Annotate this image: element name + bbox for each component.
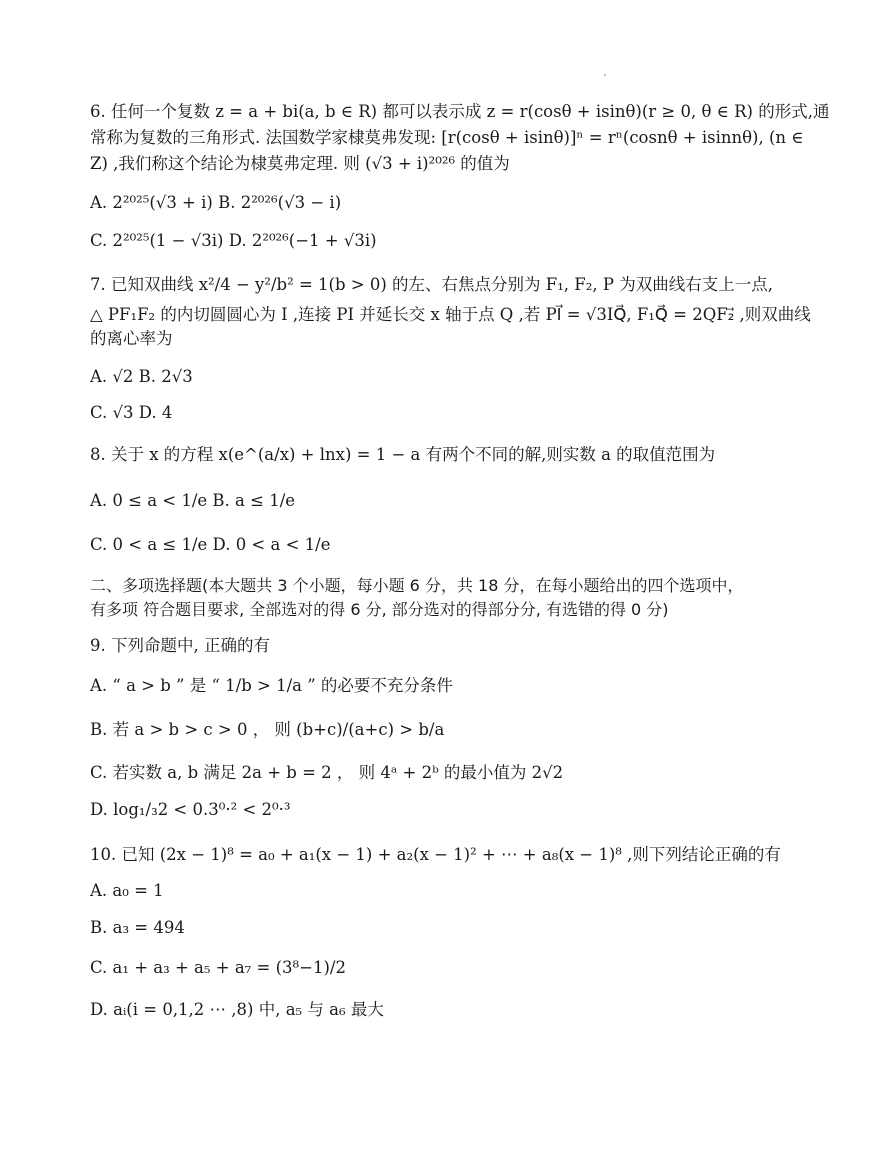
- section-2-header-line-2: 有多项 符合题目要求, 全部选对的得 6 分, 部分选对的得部分分, 有选错的得 0 分): [90, 600, 669, 619]
- q9-option-c: C. 若实数 a, b 满足 2a + b = 2 ， 则 4ᵃ + 2ᵇ 的最小值为 2√2: [90, 763, 564, 782]
- q7-line-2: △ PF₁F₂ 的内切圆圆心为 I ,连接 PI 并延长交 x 轴于点 Q ,若 PI⃗ = √3IQ⃗, F₁Q⃗ = 2QF₂⃗ ,则双曲线: [90, 305, 811, 324]
- scan-speck: [604, 74, 606, 76]
- q6-line-3: Z) ,我们称这个结论为棣莫弗定理. 则 (√3 + i)²⁰²⁶ 的值为: [90, 154, 510, 173]
- q6-line-1: 6. 任何一个复数 z = a + bi(a, b ∈ R) 都可以表示成 z = r(cosθ + isinθ)(r ≥ 0, θ ∈ R) 的形式,通: [90, 102, 830, 121]
- q10-option-c: C. a₁ + a₃ + a₅ + a₇ = (3⁸−1)/2: [90, 958, 346, 977]
- q10-option-a: A. a₀ = 1: [90, 881, 164, 900]
- q9-option-b: B. 若 a > b > c > 0 ， 则 (b+c)/(a+c) > b/a: [90, 720, 445, 739]
- q7-line-1: 7. 已知双曲线 x²/4 − y²/b² = 1(b > 0) 的左、右焦点分别为 F₁, F₂, P 为双曲线右支上一点,: [90, 275, 773, 294]
- q10-line-1: 10. 已知 (2x − 1)⁸ = a₀ + a₁(x − 1) + a₂(x − 1)² + ⋯ + a₈(x − 1)⁸ ,则下列结论正确的有: [90, 845, 781, 864]
- section-2-header-line-1: 二、多项选择题(本大题共 3 个小题，每小题 6 分，共 18 分，在每小题给出的四个选项中，: [90, 576, 744, 595]
- q7-options-cd: C. √3 D. 4: [90, 403, 173, 422]
- q8-options-ab: A. 0 ≤ a < 1/e B. a ≤ 1/e: [90, 491, 296, 510]
- q8-line-1: 8. 关于 x 的方程 x(e^(a/x) + lnx) = 1 − a 有两个不同的解,则实数 a 的取值范围为: [90, 445, 716, 464]
- q9-option-d: D. log₁/₃2 < 0.3⁰·² < 2⁰·³: [90, 800, 291, 819]
- q9-line-1: 9. 下列命题中, 正确的有: [90, 636, 270, 655]
- q10-option-b: B. a₃ = 494: [90, 918, 185, 937]
- q6-options-ab: A. 2²⁰²⁵(√3 + i) B. 2²⁰²⁶(√3 − i): [90, 193, 342, 212]
- q10-option-d: D. aᵢ(i = 0,1,2 ⋯ ,8) 中, a₅ 与 a₆ 最大: [90, 1000, 384, 1019]
- q7-line-3: 的离心率为: [90, 329, 173, 348]
- q8-options-cd: C. 0 < a ≤ 1/e D. 0 < a < 1/e: [90, 535, 331, 554]
- q9-option-a: A. “ a > b ” 是 “ 1/b > 1/a ” 的必要不充分条件: [90, 676, 453, 695]
- q7-options-ab: A. √2 B. 2√3: [90, 367, 193, 386]
- q6-line-2: 常称为复数的三角形式. 法国数学家棣莫弗发现: [r(cosθ + isinθ)]ⁿ = rⁿ(cosnθ + isinnθ), (n ∈: [90, 128, 804, 147]
- q6-options-cd: C. 2²⁰²⁵(1 − √3i) D. 2²⁰²⁶(−1 + √3i): [90, 231, 377, 250]
